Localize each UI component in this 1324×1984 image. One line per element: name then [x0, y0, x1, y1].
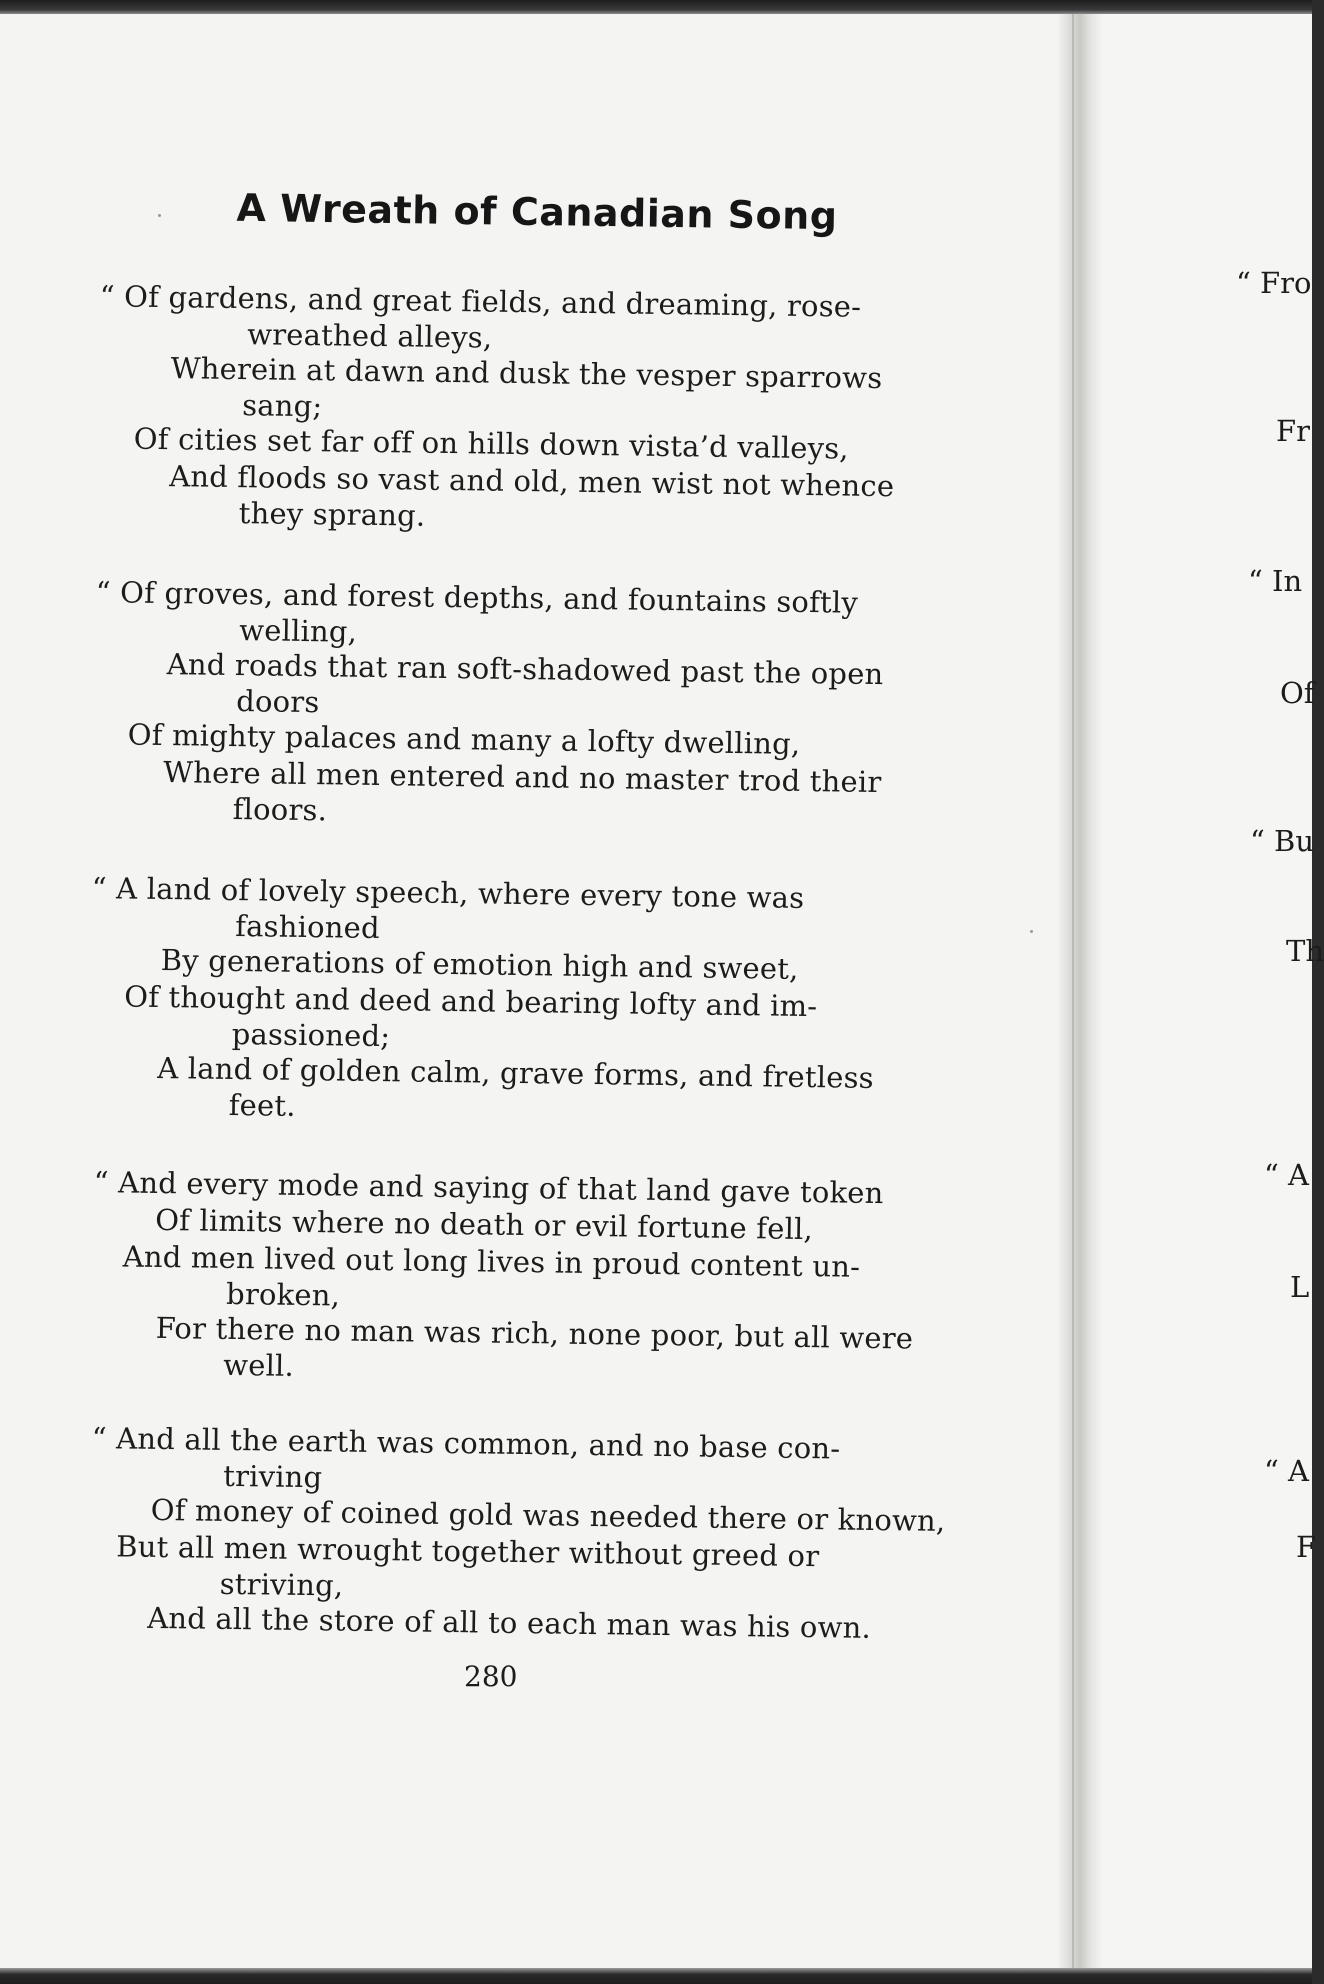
facing-page-fragment: L: [1290, 1270, 1310, 1304]
verse-line-continuation: broken,: [225, 1276, 341, 1313]
facing-page-fragment: “ Fro: [1236, 266, 1312, 300]
verse-line: Where all men entered and no master trod their: [163, 755, 882, 800]
facing-page-fragment: “ Bu: [1250, 824, 1315, 858]
verse-line: And floods so vast and old, men wist not whence: [169, 459, 895, 504]
top-scan-edge: [0, 0, 1312, 14]
verse-line: By generations of emotion high and sweet,: [160, 942, 799, 986]
stanza-1: [87, 278, 960, 540]
bottom-scan-edge: [0, 1968, 1312, 1984]
facing-page-fragment: “ A: [1264, 1158, 1309, 1192]
verse-line: But all men wrought together without greed or: [116, 1529, 820, 1574]
running-head: A Wreath of Canadian Song: [236, 185, 838, 239]
verse-line-continuation: doors: [236, 684, 320, 720]
verse-line: A land of golden calm, grave forms, and fretless: [157, 1050, 874, 1095]
stanza-4: [87, 1164, 960, 1392]
verse-line: “ A land of lovely speech, where every tone was: [91, 871, 805, 915]
book-gutter: [1058, 14, 1102, 1968]
verse-line: “ Of gardens, and great fields, and dreaming, rose-: [99, 279, 862, 324]
verse-line-continuation: feet.: [228, 1087, 296, 1123]
stanza-5: [87, 1420, 960, 1648]
gutter-fold-line: [1072, 14, 1074, 1968]
verse-line: Of money of coined gold was needed there or known,: [150, 1492, 946, 1538]
page-number: 280: [464, 1660, 518, 1693]
facing-page-fragment: F: [1296, 1530, 1317, 1564]
facing-page-fragment: Th: [1286, 934, 1324, 968]
facing-page: [1102, 14, 1315, 1968]
dust-speck: [158, 214, 161, 217]
verse-line-continuation: they sprang.: [238, 496, 426, 533]
verse-line-continuation: well.: [222, 1347, 295, 1383]
verse-line-continuation: wreathed alleys,: [246, 317, 493, 355]
verse-line: “ Of groves, and forest depths, and fountains softly: [95, 575, 859, 620]
verse-line-continuation: triving: [222, 1458, 323, 1495]
verse-line: Of mighty palaces and many a lofty dwelling,: [127, 717, 801, 761]
verse-line-continuation: passioned;: [231, 1016, 391, 1054]
verse-line: And all the store of all to each man was his own.: [147, 1600, 872, 1645]
verse-line: Of cities set far off on hills down vista’d valleys,: [133, 421, 849, 466]
verse-line: And men lived out long lives in proud content un-: [122, 1239, 861, 1284]
verse-line-continuation: fashioned: [234, 909, 380, 946]
verse-line: For there no man was rich, none poor, but all were: [155, 1310, 914, 1356]
verse-line-continuation: welling,: [238, 613, 358, 649]
verse-line-continuation: sang;: [242, 388, 323, 424]
verse-line-continuation: striving,: [219, 1566, 344, 1603]
verse-line: Wherein at dawn and dusk the vesper sparrows: [170, 351, 883, 396]
stanza-2: [87, 574, 960, 836]
verse-line: “ And every mode and saying of that land gave token: [93, 1165, 884, 1211]
facing-page-fragment: “ A: [1264, 1454, 1309, 1488]
facing-page-fragment: “ In: [1248, 564, 1303, 598]
verse-line: And roads that ran soft-shadowed past the open: [166, 647, 884, 692]
facing-page-fragment: Of: [1280, 676, 1315, 710]
facing-page-fragment: Fr: [1276, 414, 1310, 448]
verse-line: Of thought and deed and bearing lofty and im-: [123, 979, 818, 1024]
verse-line-continuation: floors.: [232, 792, 328, 828]
stanza-3: [87, 870, 960, 1132]
verse-line: “ And all the earth was common, and no base con-: [91, 1421, 841, 1466]
verse-line: Of limits where no death or evil fortune fell,: [154, 1202, 814, 1247]
